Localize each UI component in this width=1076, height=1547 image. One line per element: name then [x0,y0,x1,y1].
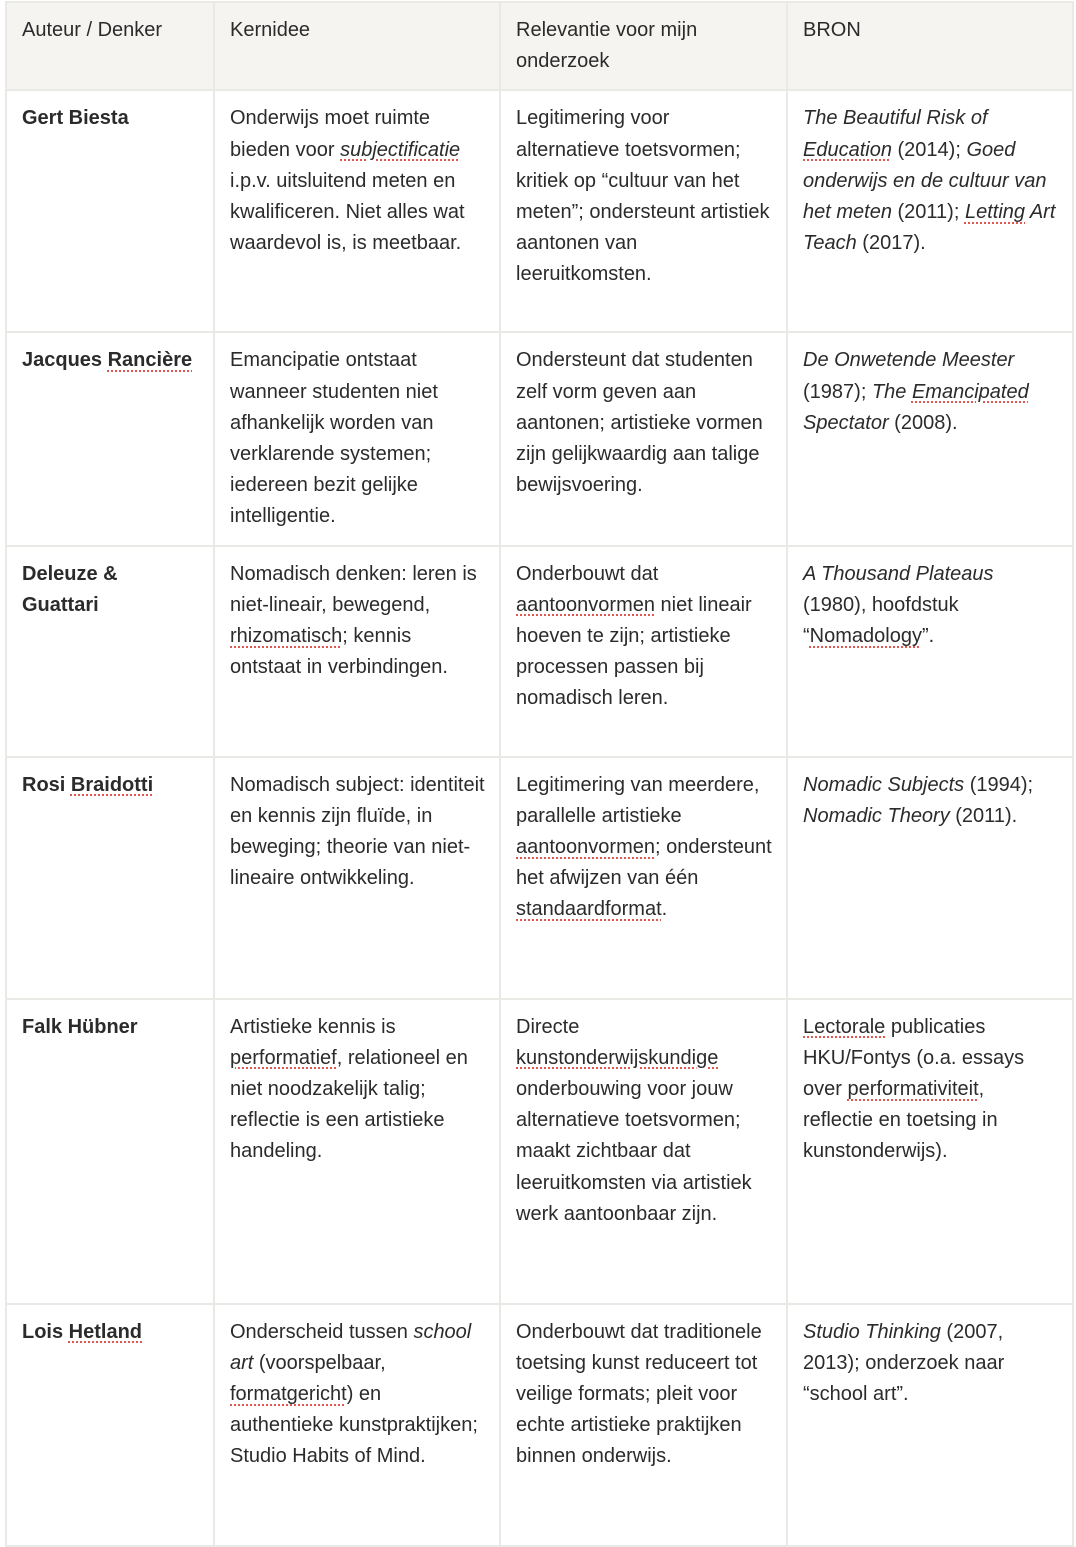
spellcheck-word[interactable]: Rancière [107,349,193,372]
spellcheck-word[interactable]: standaardformat [516,898,662,921]
author-cell[interactable]: Deleuze & Guattari [6,546,214,757]
idea-cell[interactable]: Emancipatie ontstaat wanneer studenten niet afhankelijk worden van verklarende systemen; iedereen bezit gelijke intelligentie. [214,332,500,545]
header-row [6,2,1073,90]
idea-cell[interactable]: Nomadisch subject: identiteit en kennis zijn fluïde, in beweging; theorie van niet-lineaire ontwikkeling. [214,757,500,999]
author-cell[interactable]: Lois Hetland [6,1304,214,1546]
spellcheck-word[interactable]: aantoonvormen [516,836,655,859]
spellcheck-word[interactable]: Emancipated [911,380,1029,403]
spellcheck-word[interactable]: formatgericht [230,1383,347,1406]
header-relevance[interactable]: Relevantie voor mijn onderzoek [500,2,787,90]
table-row [6,90,1073,332]
author-cell[interactable]: Jacques Rancière [6,332,214,545]
spellcheck-word[interactable]: Hetland [68,1320,143,1343]
spellcheck-word[interactable]: rhizomatisch [230,625,343,648]
header-source[interactable]: BRON [787,2,1073,90]
spellcheck-word[interactable]: subjectificatie [340,138,461,161]
idea-cell[interactable]: Onderwijs moet ruimte bieden voor subjectificatie i.p.v. uitsluitend meten en kwalificeren. Niet alles wat waardevol is, is meetbaar. [214,90,500,332]
spellcheck-word[interactable]: performativiteit [847,1078,979,1101]
source-cell[interactable]: De Onwetende Meester (1987); The Emancipated Spectator (2008). [787,332,1073,545]
spellcheck-word[interactable]: Nomadology [809,625,922,648]
spellcheck-word[interactable]: performatief [230,1046,337,1069]
source-cell[interactable]: Nomadic Subjects (1994); Nomadic Theory (2011). [787,757,1073,999]
relevance-cell[interactable]: Onderbouwt dat aantoonvormen niet lineair hoeven te zijn; artistieke processen passen bij nomadisch leren. [500,546,787,757]
table-row [6,757,1073,999]
header-core-idea[interactable]: Kernidee [214,2,500,90]
table-row [6,1304,1073,1546]
spellcheck-word[interactable]: Education [803,138,892,161]
idea-cell[interactable]: Nomadisch denken: leren is niet-lineair, bewegend, rhizomatisch; kennis ontstaat in verbindingen. [214,546,500,757]
spellcheck-word[interactable]: kunstonderwijskundige [516,1046,719,1069]
source-cell[interactable]: A Thousand Plateaus (1980), hoofdstuk “Nomadology”. [787,546,1073,757]
relevance-cell[interactable]: Directe kunstonderwijskundige onderbouwing voor jouw alternatieve toetsvormen; maakt zichtbaar dat leeruitkomsten via artistiek werk aantoonbaar zijn. [500,999,787,1304]
author-cell[interactable]: Gert Biesta [6,90,214,332]
table-row [6,332,1073,545]
author-cell[interactable]: Falk Hübner [6,999,214,1304]
source-cell[interactable]: The Beautiful Risk of Education (2014); Goed onderwijs en de cultuur van het meten (2011); Letting Art Teach (2017). [787,90,1073,332]
spellcheck-word[interactable]: Letting [964,201,1026,224]
spellcheck-word[interactable]: Lectorale [803,1015,886,1038]
literature-table [5,1,1074,1547]
idea-cell[interactable]: Onderscheid tussen school art (voorspelbaar, formatgericht) en authentieke kunstpraktijken; Studio Habits of Mind. [214,1304,500,1546]
spellcheck-word[interactable]: Braidotti [70,773,154,796]
table-row [6,546,1073,757]
relevance-cell[interactable]: Onderbouwt dat traditionele toetsing kunst reduceert tot veilige formats; pleit voor echte artistieke praktijken binnen onderwijs. [500,1304,787,1546]
relevance-cell[interactable]: Legitimering voor alternatieve toetsvormen; kritiek op “cultuur van het meten”; ondersteunt artistiek aantonen van leeruitkomsten. [500,90,787,332]
relevance-cell[interactable]: Legitimering van meerdere, parallelle artistieke aantoonvormen; ondersteunt het afwijzen van één standaardformat. [500,757,787,999]
table-row [6,999,1073,1304]
source-cell[interactable]: Studio Thinking (2007, 2013); onderzoek naar “school art”. [787,1304,1073,1546]
source-cell[interactable]: Lectorale publicaties HKU/Fontys (o.a. essays over performativiteit, reflectie en toetsing in kunstonderwijs). [787,999,1073,1304]
idea-cell[interactable]: Artistieke kennis is performatief, relationeel en niet noodzakelijk talig; reflectie is een artistieke handeling. [214,999,500,1304]
relevance-cell[interactable]: Ondersteunt dat studenten zelf vorm geven aan aantonen; artistieke vormen zijn gelijkwaardig aan talige bewijsvoering. [500,332,787,545]
spellcheck-word[interactable]: aantoonvormen [516,593,655,616]
author-cell[interactable]: Rosi Braidotti [6,757,214,999]
header-author[interactable]: Auteur / Denker [6,2,214,90]
